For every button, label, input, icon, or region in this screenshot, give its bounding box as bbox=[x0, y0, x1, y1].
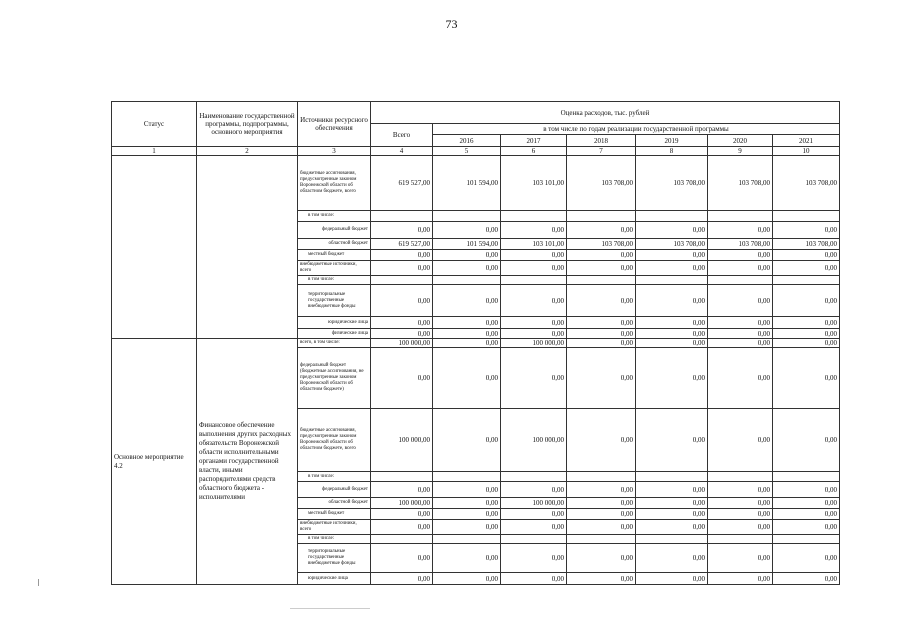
funding-source-cell: федеральный бюджет bbox=[298, 482, 371, 498]
value-cell bbox=[433, 535, 501, 544]
value-cell: 0,00 bbox=[371, 520, 433, 535]
value-cell bbox=[708, 211, 773, 222]
value-cell bbox=[371, 276, 433, 285]
header-sources: Источники ресурсного обеспечения bbox=[298, 102, 371, 147]
value-cell: 103 708,00 bbox=[708, 239, 773, 250]
value-cell bbox=[501, 276, 567, 285]
value-cell: 0,00 bbox=[501, 261, 567, 276]
value-cell: 0,00 bbox=[708, 329, 773, 339]
column-numbers-row bbox=[112, 147, 840, 156]
value-cell: 0,00 bbox=[567, 261, 636, 276]
value-cell: 0,00 bbox=[567, 498, 636, 509]
funding-source-cell: местный бюджет bbox=[298, 250, 371, 261]
value-cell bbox=[773, 211, 840, 222]
value-cell: 0,00 bbox=[433, 544, 501, 573]
value-cell: 0,00 bbox=[433, 498, 501, 509]
page-number: 73 bbox=[445, 17, 458, 31]
funding-source-cell: в том числе: bbox=[298, 276, 371, 285]
value-cell bbox=[567, 276, 636, 285]
program-name-cell: Финансовое обеспечение выполнения других расходных обязательств Воронежской области исполнительными органами государственной власти, иными распорядителями средств областного бюджета - исполнителями bbox=[197, 339, 298, 585]
header-year: 2016 bbox=[433, 135, 501, 147]
value-cell: 100 000,00 bbox=[501, 498, 567, 509]
value-cell: 0,00 bbox=[636, 544, 708, 573]
value-cell: 103 708,00 bbox=[773, 156, 840, 211]
value-cell: 0,00 bbox=[708, 498, 773, 509]
value-cell: 0,00 bbox=[708, 573, 773, 585]
column-number: 2 bbox=[197, 147, 298, 156]
funding-source-cell: федеральный бюджет bbox=[298, 222, 371, 239]
value-cell: 103 708,00 bbox=[567, 156, 636, 211]
value-cell: 103 708,00 bbox=[636, 239, 708, 250]
value-cell: 0,00 bbox=[433, 329, 501, 339]
value-cell: 103 101,00 bbox=[501, 156, 567, 211]
value-cell: 0,00 bbox=[773, 544, 840, 573]
value-cell: 0,00 bbox=[371, 222, 433, 239]
funding-source-cell: областной бюджет bbox=[298, 498, 371, 509]
value-cell: 0,00 bbox=[636, 498, 708, 509]
value-cell: 0,00 bbox=[433, 520, 501, 535]
value-cell: 0,00 bbox=[708, 261, 773, 276]
value-cell bbox=[433, 211, 501, 222]
value-cell: 0,00 bbox=[567, 573, 636, 585]
funding-source-cell: территориальные государственные внебюджетные фонды bbox=[298, 544, 371, 573]
column-number: 3 bbox=[298, 147, 371, 156]
value-cell: 0,00 bbox=[501, 573, 567, 585]
value-cell: 0,00 bbox=[433, 573, 501, 585]
value-cell: 0,00 bbox=[371, 329, 433, 339]
value-cell: 0,00 bbox=[708, 409, 773, 472]
header-estimate: Оценка расходов, тыс. рублей bbox=[371, 102, 840, 124]
funding-source-cell: физические лица bbox=[298, 329, 371, 339]
value-cell: 0,00 bbox=[636, 509, 708, 520]
value-cell: 0,00 bbox=[773, 348, 840, 409]
value-cell: 0,00 bbox=[773, 573, 840, 585]
value-cell: 0,00 bbox=[636, 520, 708, 535]
value-cell: 0,00 bbox=[708, 348, 773, 409]
value-cell bbox=[773, 276, 840, 285]
header-name: Наименование государственной программы, подпрограммы, основного мероприятия bbox=[197, 102, 298, 147]
value-cell: 0,00 bbox=[773, 285, 840, 317]
value-cell: 0,00 bbox=[567, 409, 636, 472]
value-cell: 0,00 bbox=[636, 222, 708, 239]
value-cell bbox=[501, 211, 567, 222]
value-cell: 0,00 bbox=[773, 520, 840, 535]
value-cell: 100 000,00 bbox=[371, 339, 433, 348]
value-cell: 0,00 bbox=[636, 317, 708, 329]
header-total: Всего bbox=[371, 124, 433, 147]
value-cell: 0,00 bbox=[371, 509, 433, 520]
value-cell bbox=[567, 211, 636, 222]
value-cell: 103 708,00 bbox=[708, 156, 773, 211]
value-cell bbox=[501, 472, 567, 482]
value-cell: 0,00 bbox=[501, 317, 567, 329]
value-cell bbox=[708, 276, 773, 285]
value-cell: 0,00 bbox=[773, 339, 840, 348]
value-cell bbox=[636, 472, 708, 482]
header-status: Статус bbox=[112, 102, 197, 147]
header-year: 2020 bbox=[708, 135, 773, 147]
funding-source-cell: юридические лица bbox=[298, 573, 371, 585]
column-number: 5 bbox=[433, 147, 501, 156]
value-cell: 0,00 bbox=[433, 222, 501, 239]
value-cell: 0,00 bbox=[567, 317, 636, 329]
value-cell: 0,00 bbox=[636, 348, 708, 409]
funding-source-cell: в том числе: bbox=[298, 535, 371, 544]
value-cell: 0,00 bbox=[433, 409, 501, 472]
value-cell: 0,00 bbox=[501, 482, 567, 498]
value-cell: 0,00 bbox=[371, 285, 433, 317]
value-cell: 0,00 bbox=[567, 339, 636, 348]
column-number: 6 bbox=[501, 147, 567, 156]
value-cell bbox=[567, 535, 636, 544]
value-cell: 0,00 bbox=[567, 520, 636, 535]
program-name-cell bbox=[197, 156, 298, 339]
value-cell: 0,00 bbox=[371, 317, 433, 329]
funding-source-cell: бюджетные ассигнования, предусмотренные законом Воронежской области об областном бюджете, всего bbox=[298, 156, 371, 211]
value-cell: 0,00 bbox=[773, 261, 840, 276]
value-cell: 0,00 bbox=[636, 573, 708, 585]
value-cell: 0,00 bbox=[433, 482, 501, 498]
value-cell: 103 101,00 bbox=[501, 239, 567, 250]
funding-source-cell: областной бюджет bbox=[298, 239, 371, 250]
value-cell: 100 000,00 bbox=[501, 339, 567, 348]
value-cell bbox=[708, 535, 773, 544]
value-cell: 0,00 bbox=[567, 222, 636, 239]
value-cell: 619 527,00 bbox=[371, 239, 433, 250]
column-number: 4 bbox=[371, 147, 433, 156]
value-cell: 0,00 bbox=[773, 317, 840, 329]
value-cell bbox=[636, 211, 708, 222]
value-cell: 0,00 bbox=[567, 250, 636, 261]
value-cell: 0,00 bbox=[371, 261, 433, 276]
value-cell: 0,00 bbox=[567, 329, 636, 339]
value-cell: 0,00 bbox=[708, 250, 773, 261]
value-cell: 0,00 bbox=[773, 482, 840, 498]
value-cell: 100 000,00 bbox=[371, 498, 433, 509]
column-number: 10 bbox=[773, 147, 840, 156]
value-cell: 0,00 bbox=[636, 250, 708, 261]
value-cell: 0,00 bbox=[371, 482, 433, 498]
value-cell bbox=[636, 276, 708, 285]
funding-source-cell: местный бюджет bbox=[298, 509, 371, 520]
value-cell: 0,00 bbox=[433, 261, 501, 276]
value-cell: 0,00 bbox=[773, 498, 840, 509]
scan-mark bbox=[290, 608, 370, 609]
scan-mark bbox=[38, 579, 39, 586]
value-cell: 0,00 bbox=[433, 317, 501, 329]
value-cell: 0,00 bbox=[636, 261, 708, 276]
value-cell bbox=[567, 472, 636, 482]
value-cell: 0,00 bbox=[433, 285, 501, 317]
value-cell: 0,00 bbox=[567, 509, 636, 520]
status-cell: Основное мероприятие 4.2 bbox=[112, 339, 197, 585]
value-cell: 103 708,00 bbox=[636, 156, 708, 211]
value-cell: 0,00 bbox=[433, 339, 501, 348]
value-cell: 0,00 bbox=[501, 520, 567, 535]
value-cell bbox=[371, 535, 433, 544]
value-cell: 0,00 bbox=[708, 285, 773, 317]
funding-source-cell: всего, в том числе: bbox=[298, 339, 371, 348]
value-cell: 0,00 bbox=[636, 339, 708, 348]
column-number: 7 bbox=[567, 147, 636, 156]
value-cell: 0,00 bbox=[433, 348, 501, 409]
value-cell: 0,00 bbox=[708, 482, 773, 498]
funding-source-cell: в том числе: bbox=[298, 211, 371, 222]
value-cell: 0,00 bbox=[501, 250, 567, 261]
value-cell bbox=[773, 472, 840, 482]
value-cell: 100 000,00 bbox=[371, 409, 433, 472]
value-cell: 0,00 bbox=[636, 409, 708, 472]
header-year: 2021 bbox=[773, 135, 840, 147]
value-cell bbox=[636, 535, 708, 544]
value-cell: 0,00 bbox=[636, 329, 708, 339]
value-cell: 619 527,00 bbox=[371, 156, 433, 211]
value-cell: 0,00 bbox=[567, 285, 636, 317]
value-cell bbox=[708, 472, 773, 482]
value-cell: 101 594,00 bbox=[433, 239, 501, 250]
value-cell: 0,00 bbox=[708, 339, 773, 348]
value-cell bbox=[433, 276, 501, 285]
value-cell bbox=[773, 535, 840, 544]
funding-source-cell: федеральный бюджет (бюджетные ассигнования, не предусмотренные законом Воронежской области об областном бюджете) bbox=[298, 348, 371, 409]
value-cell: 0,00 bbox=[371, 250, 433, 261]
value-cell bbox=[433, 472, 501, 482]
value-cell: 0,00 bbox=[567, 482, 636, 498]
table-row bbox=[112, 339, 840, 348]
value-cell: 0,00 bbox=[708, 317, 773, 329]
value-cell: 0,00 bbox=[371, 348, 433, 409]
value-cell: 0,00 bbox=[567, 348, 636, 409]
value-cell: 0,00 bbox=[371, 573, 433, 585]
status-cell bbox=[112, 156, 197, 339]
value-cell: 0,00 bbox=[773, 509, 840, 520]
value-cell: 0,00 bbox=[567, 544, 636, 573]
value-cell: 0,00 bbox=[708, 520, 773, 535]
value-cell: 0,00 bbox=[433, 509, 501, 520]
funding-source-cell: бюджетные ассигнования, предусмотренные законом Воронежской области об областном бюджете, всего bbox=[298, 409, 371, 472]
value-cell: 0,00 bbox=[501, 285, 567, 317]
value-cell: 0,00 bbox=[501, 544, 567, 573]
value-cell: 0,00 bbox=[708, 544, 773, 573]
header-year: 2019 bbox=[636, 135, 708, 147]
header-year: 2018 bbox=[567, 135, 636, 147]
value-cell: 0,00 bbox=[773, 250, 840, 261]
funding-source-cell: юридические лица bbox=[298, 317, 371, 329]
value-cell: 0,00 bbox=[708, 509, 773, 520]
column-number: 9 bbox=[708, 147, 773, 156]
budget-table bbox=[111, 101, 840, 585]
value-cell: 0,00 bbox=[371, 544, 433, 573]
value-cell: 0,00 bbox=[501, 329, 567, 339]
table-row bbox=[112, 156, 840, 211]
value-cell: 101 594,00 bbox=[433, 156, 501, 211]
header-by-years: в том числе по годам реализации государственной программы bbox=[433, 124, 840, 135]
value-cell bbox=[501, 535, 567, 544]
value-cell: 0,00 bbox=[501, 509, 567, 520]
value-cell bbox=[371, 472, 433, 482]
value-cell: 0,00 bbox=[636, 482, 708, 498]
header-year: 2017 bbox=[501, 135, 567, 147]
funding-source-cell: территориальные государственные внебюджетные фонды bbox=[298, 285, 371, 317]
column-number: 8 bbox=[636, 147, 708, 156]
value-cell: 0,00 bbox=[773, 409, 840, 472]
value-cell: 100 000,00 bbox=[501, 409, 567, 472]
value-cell: 0,00 bbox=[501, 348, 567, 409]
value-cell: 0,00 bbox=[773, 222, 840, 239]
value-cell: 0,00 bbox=[636, 285, 708, 317]
column-number: 1 bbox=[112, 147, 197, 156]
value-cell bbox=[371, 211, 433, 222]
funding-source-cell: внебюджетные источники, всего bbox=[298, 261, 371, 276]
value-cell: 103 708,00 bbox=[773, 239, 840, 250]
value-cell: 103 708,00 bbox=[567, 239, 636, 250]
value-cell: 0,00 bbox=[501, 222, 567, 239]
value-cell: 0,00 bbox=[433, 250, 501, 261]
funding-source-cell: внебюджетные источники, всего bbox=[298, 520, 371, 535]
funding-source-cell: в том числе: bbox=[298, 472, 371, 482]
value-cell: 0,00 bbox=[773, 329, 840, 339]
value-cell: 0,00 bbox=[708, 222, 773, 239]
